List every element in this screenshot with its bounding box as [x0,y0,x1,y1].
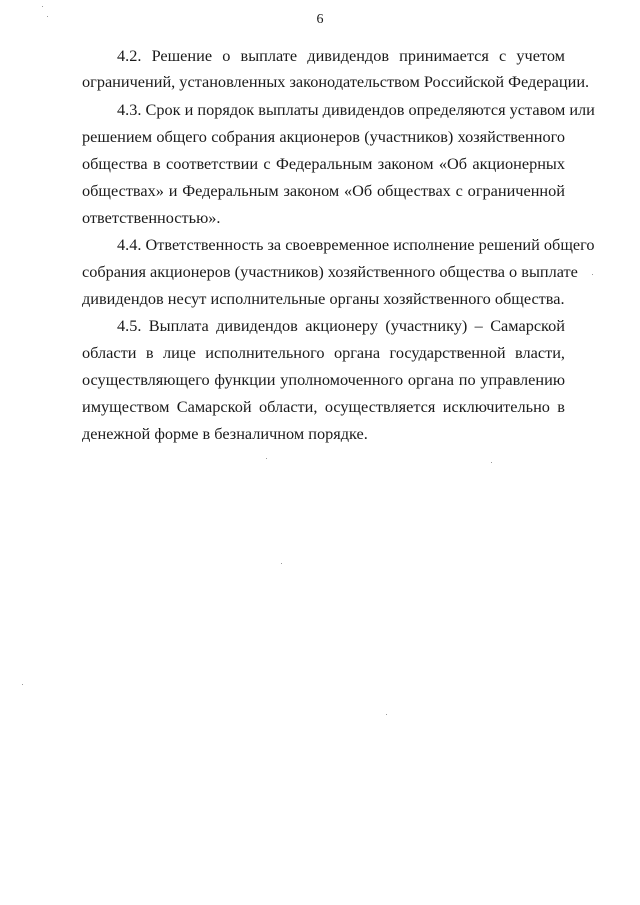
paragraph-line: обществах» и Федеральным законом «Об обществах с ограниченной [82,181,565,200]
paragraph-line: ограничений, установленных законодательством Российской Федерации. [82,72,590,91]
paragraph-line: осуществляющего функции уполномоченного органа по управлению [82,370,565,389]
scan-speck [386,714,387,715]
paragraph-line: ответственностью». [82,208,221,227]
paragraph-line: дивидендов несут исполнительные органы хозяйственного общества. [82,289,565,308]
scan-speck [491,462,492,463]
scan-speck [266,458,267,459]
page-number: 6 [316,12,324,27]
paragraph-line: 4.2. Решение о выплате дивидендов принимается с учетом [117,46,565,65]
paragraph-line: 4.5. Выплата дивидендов акционеру (участнику) – Самарской [117,316,565,335]
scan-speck [47,16,48,17]
paragraph-line: области в лице исполнительного органа государственной власти, [82,343,565,362]
paragraph-line: решением общего собрания акционеров (участников) хозяйственного [82,127,565,146]
paragraph-line: имуществом Самарской области, осуществляется исключительно в [82,397,565,416]
scan-speck [281,563,282,564]
paragraph-line: общества в соответствии с Федеральным законом «Об акционерных [82,154,565,173]
scan-speck [592,274,593,275]
paragraph-line: 4.3. Срок и порядок выплаты дивидендов определяются уставом или [117,100,595,119]
paragraph-line: денежной форме в безналичном порядке. [82,424,368,443]
paragraph-line: собрания акционеров (участников) хозяйственного общества о выплате [82,262,578,281]
scan-speck [42,6,43,7]
scan-speck [22,684,23,685]
paragraph-line: 4.4. Ответственность за своевременное исполнение решений общего [117,235,595,254]
